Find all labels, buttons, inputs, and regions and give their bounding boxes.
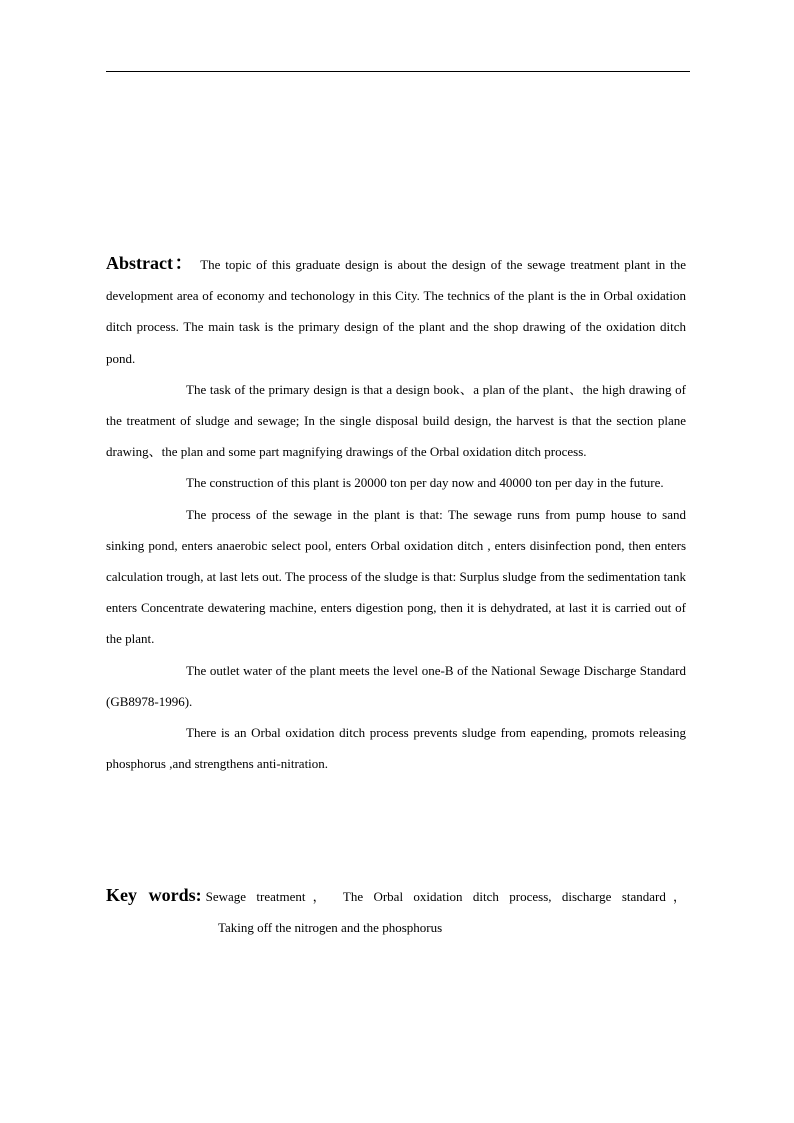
abstract-paragraph-6: There is an Orbal oxidation ditch process prevents sludge from eapending, promots releasing phosphorus ,and strengthens anti-nitration.: [106, 725, 686, 772]
abstract-paragraph-3: The construction of this plant is 20000 ton per day now and 40000 ton per day in the future.: [186, 475, 664, 491]
abstract-section: [106, 248, 686, 779]
header-rule: [106, 71, 690, 72]
keywords-line-1: [106, 880, 686, 912]
keywords-line-1-text: Sewage treatment， The Orbal oxidation ditch process, discharge standard，: [205, 889, 686, 904]
abstract-paragraph-2: The task of the primary design is that a design book、a plan of the plant、the high drawing of the treatment of sludge and sewage; In the single disposal build design, the harvest is that the section plane drawing、the plan and some part magnifying drawings of the Orbal oxidation ditch process.: [106, 381, 687, 460]
keywords-heading: Key words:: [106, 885, 202, 905]
abstract-heading: Abstract：: [106, 253, 195, 273]
abstract-paragraph-4: The process of the sewage in the plant is that: The sewage runs from pump house to sand sinking pond, enters anaerobic select pool, enters Orbal oxidation ditch , enters disinfection pond, then enters calculation trough, at last lets out. The process of the sludge is that: Surplus sludge from the sedimentation tank enters Concentrate dewatering machine, enters digestion pong, then it is dehydrated, at last it is carried out of the plant.: [106, 506, 686, 647]
abstract-paragraph-5: The outlet water of the plant meets the level one-B of the National Sewage Discharge Standard (GB8978-1996).: [106, 662, 686, 709]
keywords-line-2: Taking off the nitrogen and the phosphorus: [218, 920, 443, 935]
keywords-section: [106, 880, 686, 943]
abstract-paragraph-1-text: The topic of this graduate design is about the design of the sewage treatment plant in the development area of economy and techonology in this City. The technics of the plant is the in Orbal oxidation ditch process. The main task is the primary design of the plant and the shop drawing of the oxidation ditch pond.: [106, 257, 686, 366]
abstract-paragraph-1: [106, 248, 686, 374]
